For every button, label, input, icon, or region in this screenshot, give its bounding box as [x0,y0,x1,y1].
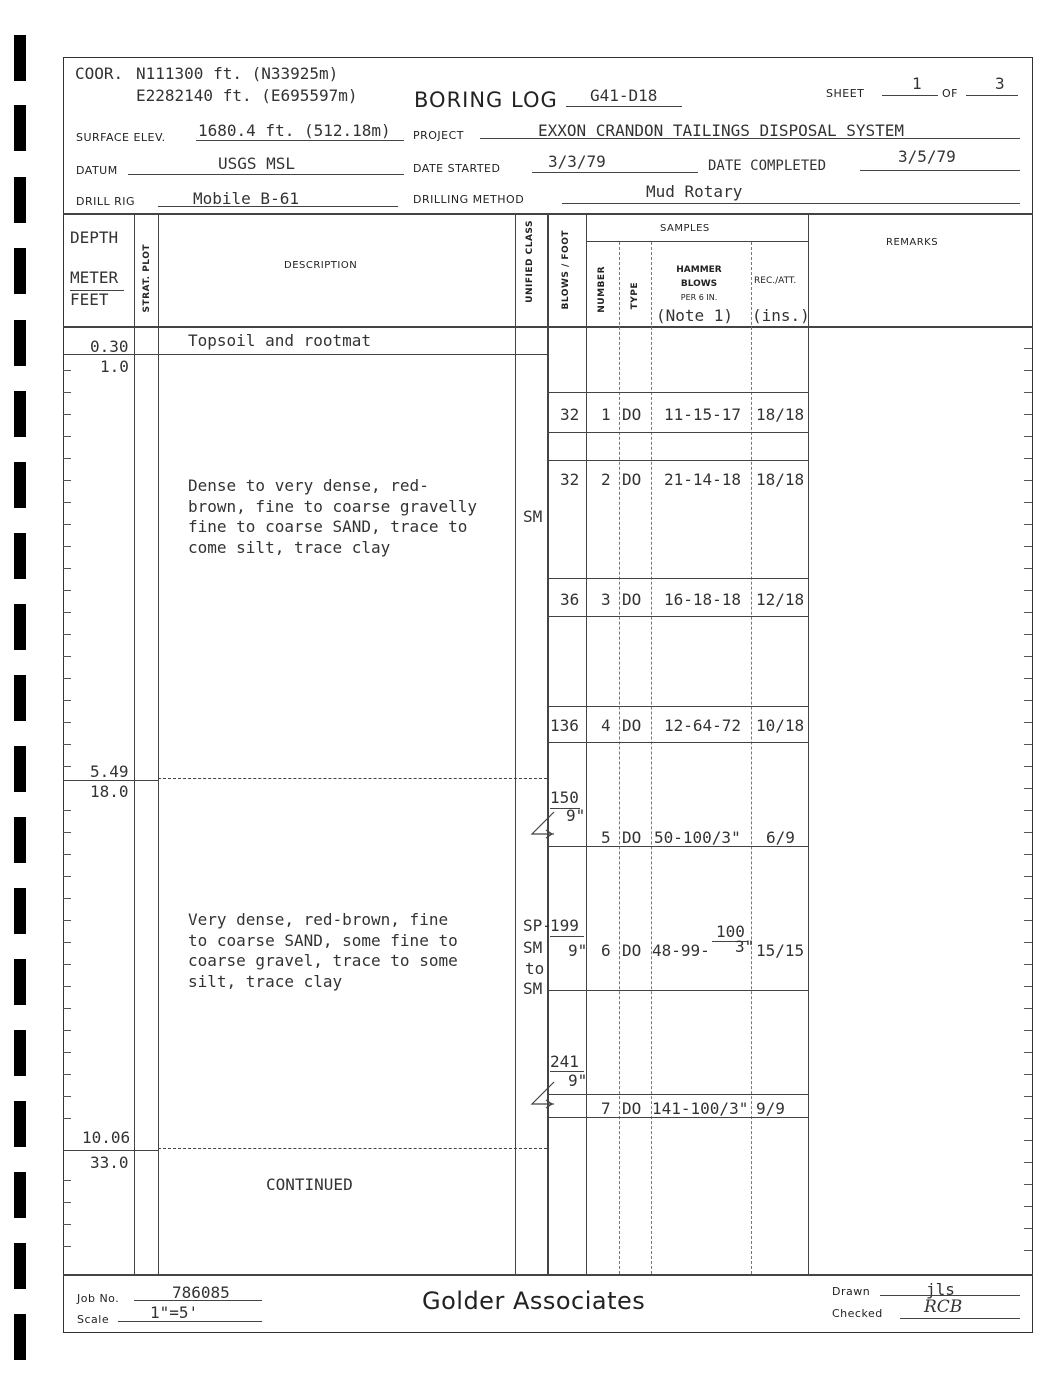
blows-foot-header: BLOWS / FOOT [561,230,571,310]
sample-number: 4 [601,716,611,735]
punch-hole [14,604,26,650]
punch-hole [14,1243,26,1289]
layer2-class-3: to [525,959,545,978]
surface-elev-label: SURFACE ELEV. [76,131,166,144]
drilling-method-label: DRILLING METHOD [413,193,525,206]
drill-rig-value: Mobile B-61 [193,189,299,208]
drawn-underline [880,1295,1020,1296]
coor-easting: E2282140 ft. (E695597m) [136,86,358,105]
drilling-method-value: Mud Rotary [646,182,743,201]
blows-numerator: 199 [550,916,579,935]
checked-initials: RCB [924,1297,963,1317]
unified-class-header: UNIFIED CLASS [525,220,535,303]
samples-header: SAMPLES [660,223,710,234]
description-header: DESCRIPTION [284,260,358,271]
sample-type: DO [622,941,642,960]
projection-arrow-icon [528,810,558,840]
hammer-header-line2: BLOWS [680,279,718,289]
sheet-total: 3 [995,74,1005,93]
topsoil-description: Topsoil and rootmat [188,331,372,350]
hammer-header-line1: HAMMER [676,265,722,275]
depth-feet-3: 33.0 [90,1153,129,1172]
date-completed-label: DATE COMPLETED [708,158,827,174]
recovery: 15/15 [756,941,805,960]
description-column-line [515,214,516,1274]
hammer-note: (Note 1) [656,306,734,325]
punch-hole [14,35,26,81]
type-column-line [651,242,652,1274]
blows-per-foot: 32 [560,405,580,424]
datum-underline [128,174,404,175]
punch-hole [14,817,26,863]
date-started-value: 3/3/79 [548,152,606,171]
continued-label: CONTINUED [266,1175,353,1194]
recovery: 9/9 [756,1099,785,1118]
date-started-underline [532,172,698,173]
depth-feet-2: 18.0 [90,782,129,801]
datum-label: DATUM [76,164,118,177]
coor-label: COOR. [75,64,124,83]
punch-hole [14,248,26,294]
recovery: 18/18 [756,405,805,424]
sample-number: 3 [601,590,611,609]
punch-hole [14,1030,26,1076]
punch-hole [14,959,26,1005]
blows-denominator: 9" [568,1071,588,1090]
recovery: 12/18 [756,590,805,609]
class-column-line [547,214,549,1274]
layer1-class: SM [523,507,543,526]
remarks-header: REMARKS [886,237,939,248]
layer1-boundary [158,778,547,779]
blows-denominator: 9" [566,806,586,825]
depth-column-line [134,214,135,1274]
footer-divider [63,1274,1033,1276]
date-completed-underline [860,170,1020,171]
company-name: Golder Associates [422,1287,646,1315]
hammer-blows: 141-100/3" [652,1099,749,1118]
feet-header: FEET [70,290,109,309]
scale-underline [118,1321,262,1322]
sheet-label: SHEET [826,87,865,100]
blows-per-foot: 136 [550,716,579,735]
checked-underline [900,1318,1020,1319]
sample-number: 6 [601,941,611,960]
hammer-column-line [751,242,752,1274]
blows-denominator: 9" [568,941,588,960]
hammer-blows: 48-99- [652,941,710,960]
sample-type: DO [622,828,642,847]
depth-feet-1: 1.0 [100,357,129,376]
coor-northing: N111300 ft. (N33925m) [136,64,339,83]
surface-elev-underline [196,140,404,141]
blows-per-foot: 32 [560,470,580,489]
projection-arrow-icon [528,1080,558,1110]
job-number-label: Job No. [77,1292,120,1305]
drawn-label: Drawn [832,1285,871,1298]
type-header: TYPE [630,282,640,310]
layer2-class-2: SM [523,938,543,957]
sample-type: DO [622,470,642,489]
sample-type: DO [622,716,642,735]
blows-per-foot: 36 [560,590,580,609]
punch-hole [14,1101,26,1147]
layer2-boundary [158,1148,547,1149]
hammer-fraction-denominator: 3" [735,937,755,956]
recovery: 10/18 [756,716,805,735]
punch-hole [14,391,26,437]
layer1-description: Dense to very dense, red- brown, fine to coarse gravelly fine to coarse SAND, trace to come silt, trace clay [188,476,477,557]
date-started-label: DATE STARTED [413,162,501,175]
of-label: OF [942,87,958,100]
meter-header: METER [70,268,119,287]
number-column-line [619,242,620,1274]
punch-hole [14,1314,26,1360]
sheet-number: 1 [912,74,922,93]
boring-id-underline [566,106,682,107]
punch-hole [14,746,26,792]
scale-value: 1"=5' [150,1303,199,1322]
punch-hole [14,320,26,366]
punch-hole [14,888,26,934]
punch-hole [14,177,26,223]
topsoil-boundary [158,354,547,355]
job-number-value: 786085 [172,1283,230,1302]
layer2-class-1: SP- [523,916,552,935]
blows-column-line [586,214,587,1274]
hammer-blows: 11-15-17 [664,405,742,424]
sample-type: DO [622,1099,642,1118]
date-completed-value: 3/5/79 [898,147,956,166]
sample-number: 5 [601,828,611,847]
sheet-number-underline [882,95,938,96]
hammer-fraction-numerator: 100 [716,922,745,941]
boring-id: G41-D18 [590,86,658,105]
project-underline [480,138,1020,139]
depth-meter-1: 0.30 [90,337,129,356]
strat-column-line [158,214,159,1274]
samples-column-line [808,214,809,1274]
sample-number: 2 [601,470,611,489]
sample-type: DO [622,590,642,609]
job-number-underline [134,1300,262,1301]
sample-number: 1 [601,405,611,424]
number-header: NUMBER [597,266,607,313]
punch-hole [14,533,26,579]
blows-numerator: 150 [550,788,579,807]
project-value: EXXON CRANDON TAILINGS DISPOSAL SYSTEM [538,121,905,140]
punch-hole [14,675,26,721]
datum-value: USGS MSL [218,154,296,173]
rec-att-header: REC./ATT. [754,276,797,286]
scale-label: Scale [77,1313,110,1326]
surface-elev-value: 1680.4 ft. (512.18m) [198,121,391,140]
punch-hole [14,462,26,508]
blows-numerator: 241 [550,1052,579,1071]
project-label: PROJECT [413,129,465,142]
punch-hole [14,1172,26,1218]
sheet-total-underline [966,95,1018,96]
depth-header: DEPTH [70,228,119,247]
punch-hole [14,105,26,151]
depth-meter-2: 5.49 [90,762,129,781]
drill-rig-label: DRILL RIG [76,195,136,208]
hammer-header-line3: PER 6 IN. [680,293,718,302]
recovery: 6/9 [766,828,795,847]
drilling-method-underline [562,203,1020,204]
hammer-blows: 16-18-18 [664,590,742,609]
checked-label: Checked [832,1307,883,1320]
layer2-description: Very dense, red-brown, fine to coarse SAND, some fine to coarse gravel, trace to some silt, trace clay [188,910,458,991]
strat-plot-header: STRAT. PLOT [142,244,152,313]
depth-meter-3: 10.06 [82,1128,131,1147]
drawn-value: jls [926,1280,955,1299]
hammer-blows: 21-14-18 [664,470,742,489]
hammer-blows: 12-64-72 [664,716,742,735]
page-title: BORING LOG [414,88,558,112]
sample-type: DO [622,405,642,424]
sample-number: 7 [601,1099,611,1118]
recovery: 18/18 [756,470,805,489]
drill-rig-underline [158,206,398,207]
rec-units: (ins.) [752,306,810,325]
layer2-class-4: SM [523,979,543,998]
hammer-blows: 50-100/3" [654,828,741,847]
